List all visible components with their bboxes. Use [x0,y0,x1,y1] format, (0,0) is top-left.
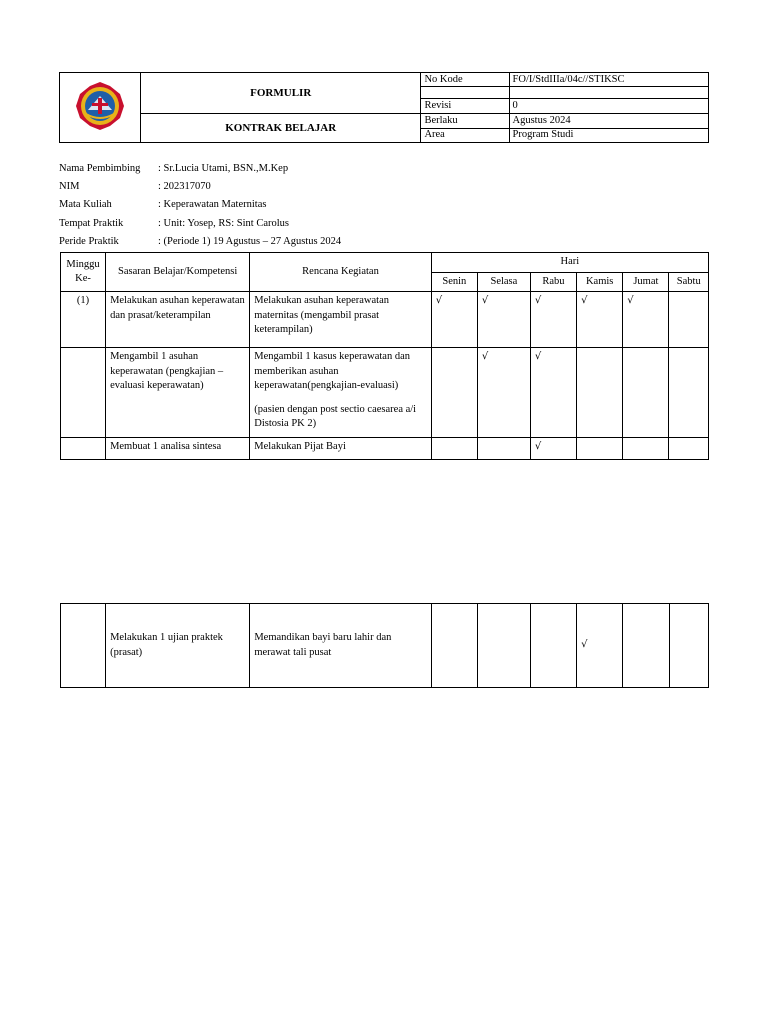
table-row [61,348,709,438]
plan-cell: Melakukan asuhan keperawatan maternitas (mengambil prasat keterampilan) [250,292,431,348]
field-label: Revisi [421,99,509,113]
day-sabtu: Sabtu [669,272,709,292]
field-label: Area [421,128,509,142]
form-subtitle: KONTRAK BELAJAR [140,113,420,142]
check-cell [623,348,669,438]
check-cell [577,438,623,460]
check-cell [530,604,576,688]
check-cell: √ [577,292,623,348]
header-week: Minggu Ke- [61,253,106,292]
form-header [59,72,709,143]
info-row [59,233,341,251]
check-cell: √ [577,604,623,688]
target-cell: Melakukan 1 ujian praktek (prasat) [106,604,250,688]
info-label: Peride Praktik [59,235,119,247]
check-cell [669,292,709,348]
check-cell [669,604,708,688]
check-cell: √ [477,292,530,348]
check-cell [623,604,669,688]
week-cell [61,438,106,460]
check-cell [477,438,530,460]
info-row [59,178,341,196]
info-label: NIM [59,181,80,193]
target-cell: Mengambil 1 asuhan keperawatan (pengkajian – evaluasi keperawatan) [106,348,250,438]
check-cell: √ [431,292,477,348]
info-row [59,215,341,233]
info-label: Nama Pembimbing [59,163,141,174]
plan-cell [250,348,431,438]
target-cell: Membuat 1 analisa sintesa [106,438,250,460]
form-title: FORMULIR [140,73,420,114]
check-cell [431,438,477,460]
table-row [61,292,709,348]
info-label: Tempat Praktik [59,217,124,229]
student-info [59,160,341,251]
header-plan: Rencana Kegiatan [250,253,431,292]
check-cell [431,604,477,688]
target-cell: Melakukan asuhan keperawatan dan prasat/keterampilan [106,292,250,348]
day-senin: Senin [431,272,477,292]
check-cell [577,348,623,438]
check-cell: √ [530,292,576,348]
learning-contract-table [60,252,709,460]
info-value: : 202317070 [158,181,211,193]
plan-cell: Melakukan Pijat Bayi [250,438,431,460]
check-cell [477,604,530,688]
field-label: No Kode [421,73,509,87]
check-cell [669,438,709,460]
check-cell: √ [530,348,576,438]
week-cell: (1) [61,292,106,348]
week-cell [61,604,106,688]
day-kamis: Kamis [577,272,623,292]
field-label [421,87,509,99]
field-value: Program Studi [509,128,708,142]
field-value: 0 [509,99,708,113]
plan-cell: Memandikan bayi baru lahir dan merawat tali pusat [250,604,431,688]
check-cell [623,438,669,460]
week-cell [61,348,106,438]
info-row [59,160,341,178]
info-row [59,196,341,214]
info-label: Mata Kuliah [59,199,112,211]
table-row [61,438,709,460]
header-days: Hari [431,253,708,273]
day-selasa: Selasa [477,272,530,292]
learning-contract-table-continued [60,603,709,688]
check-cell: √ [477,348,530,438]
info-value: : Unit: Yosep, RS: Sint Carolus [158,217,289,229]
plan-note: (pasien dengan post sectio caesarea a/i Distosia PK 2) [254,403,417,429]
day-rabu: Rabu [530,272,576,292]
field-label: Berlaku [421,113,509,128]
field-value [509,87,708,99]
table-row [61,604,709,688]
field-value: Agustus 2024 [509,113,708,128]
check-cell [669,348,709,438]
emblem-icon [74,80,126,132]
day-jumat: Jumat [623,272,669,292]
info-value: : Sr.Lucia Utami, BSN.,M.Kep [158,163,289,174]
check-cell: √ [623,292,669,348]
header-target: Sasaran Belajar/Kompetensi [106,253,250,292]
info-value: : (Periode 1) 19 Agustus – 27 Agustus 2024 [158,235,342,247]
check-cell: √ [530,438,576,460]
plan-text: Mengambil 1 kasus keperawatan dan memberikan asuhan keperawatan(pengkajian-evaluasi) [254,351,410,391]
check-cell [431,348,477,438]
institution-logo [60,73,141,143]
info-value: : Keperawatan Maternitas [158,199,267,211]
field-value: FO/I/StdIIIa/04c//STIKSC [509,73,708,87]
